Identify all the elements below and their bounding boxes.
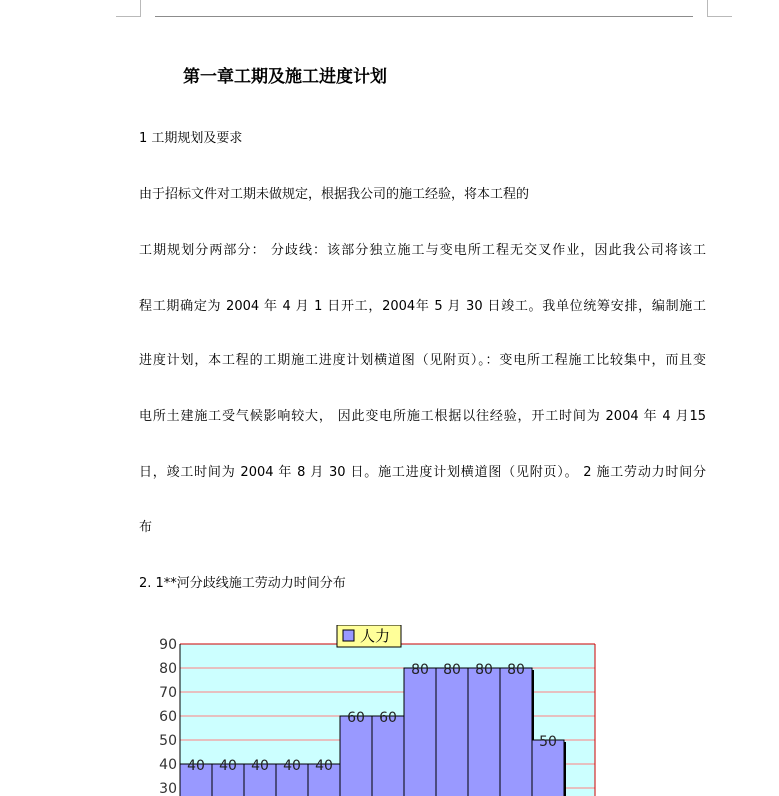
data-label: 40 (283, 758, 301, 774)
paragraph-line: 进度计划，本工程的工期施工进度计划横道图（见附页）。：变电所工程施工比较集中，而且变 (139, 353, 706, 368)
data-label: 40 (187, 758, 205, 774)
bar (436, 668, 468, 796)
data-label: 60 (379, 710, 397, 726)
bar (372, 716, 404, 796)
y-tick-label: 60 (159, 709, 177, 725)
paragraph-line: 工期规划分两部分： 分歧线：该部分独立施工与变电所工程无交叉作业，因此我公司将该工 (139, 243, 706, 258)
paragraph-line: 程工期确定为 2004 年 4 月 1 日开工，2004年 5 月 30 日竣工。我单位统筹安排，编制施工 (139, 299, 706, 314)
data-label: 40 (315, 758, 333, 774)
paragraph-line: 由于招标文件对工期未做规定，根据我公司的施工经验，将本工程的 (139, 187, 530, 202)
y-tick-label: 40 (159, 757, 177, 773)
subsection-heading: 2. 1**河分歧线施工劳动力时间分布 (139, 576, 346, 591)
header-rule (155, 16, 693, 17)
data-label: 80 (507, 662, 525, 678)
crop-mark-top-left (116, 0, 141, 17)
bar (500, 668, 532, 796)
bar (468, 668, 500, 796)
paragraph-line: 电所土建施工受气候影响较大， 因此变电所施工根据以往经验，开工时间为 2004 年 4 月15 (139, 409, 706, 424)
crop-mark-top-right (707, 0, 732, 17)
labor-chart-svg (140, 625, 610, 796)
data-label: 50 (539, 734, 557, 750)
y-tick-label: 50 (159, 733, 177, 749)
y-tick-label: 30 (159, 781, 177, 796)
labor-chart (140, 625, 610, 796)
bar (340, 716, 372, 796)
legend-label: 人力 (360, 627, 391, 645)
data-label: 40 (219, 758, 237, 774)
data-label: 40 (251, 758, 269, 774)
bar (404, 668, 436, 796)
section-heading: 1 工期规划及要求 (139, 131, 243, 146)
data-label: 80 (411, 662, 429, 678)
data-label: 80 (475, 662, 493, 678)
data-label: 60 (347, 710, 365, 726)
y-tick-label: 70 (159, 685, 177, 701)
paragraph-line: 布 (139, 520, 153, 535)
chapter-title: 第一章工期及施工进度计划 (183, 67, 387, 87)
legend-swatch (343, 630, 354, 641)
data-label: 80 (443, 662, 461, 678)
y-tick-label: 90 (159, 637, 177, 653)
y-tick-label: 80 (159, 661, 177, 677)
paragraph-line: 日，竣工时间为 2004 年 8 月 30 日。施工进度计划横道图（见附页）。 2 施工劳动力时间分 (139, 465, 706, 480)
